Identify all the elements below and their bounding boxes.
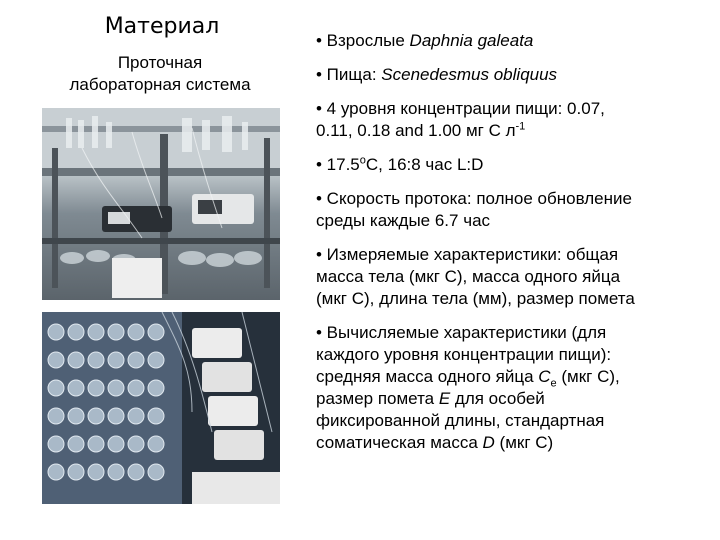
bullet-flow-rate-line-1: • Скорость протока: полное обновление bbox=[316, 189, 632, 208]
bullet-food-levels-sup: -1 bbox=[515, 120, 526, 133]
bullet-measured-line-2: масса тела (мкг С), масса одного яйца bbox=[316, 267, 621, 286]
bullet-adults-prefix: • Взрослые bbox=[316, 31, 410, 50]
bullet-calculated-line-5: фиксированной длины, стандартная bbox=[316, 411, 605, 430]
bullet-calculated-d: D bbox=[482, 433, 495, 452]
bullet-calculated-line-4-suffix: для особей bbox=[450, 389, 545, 408]
lab-system-photo bbox=[42, 108, 280, 300]
subtitle-line-1: Проточная bbox=[117, 53, 203, 72]
bullet-food-species: Scenedesmus obliquus bbox=[381, 65, 558, 84]
bullet-food-levels bbox=[316, 98, 708, 142]
chamber-array-photo bbox=[42, 312, 280, 504]
bullet-calculated-line-6-prefix: соматическая масса bbox=[316, 433, 483, 452]
bullet-calculated-line-3-suffix: (мкг С), bbox=[556, 367, 620, 386]
bullet-food-levels-line-1: • 4 уровня концентрации пищи: 0.07, bbox=[316, 99, 605, 118]
bullet-measured bbox=[316, 244, 708, 310]
bullet-list bbox=[316, 30, 708, 466]
bullet-calculated-line-6-suffix: (мкг С) bbox=[494, 433, 554, 452]
bullet-calculated-line-4 bbox=[316, 388, 708, 410]
bullet-measured-line-3: (мкг С), длина тела (мм), размер помета bbox=[316, 289, 635, 308]
bullet-calculated-ce: C bbox=[538, 367, 551, 386]
bullet-adults bbox=[316, 30, 708, 52]
bullet-food-prefix: • Пища: bbox=[316, 65, 382, 84]
bullet-flow-rate bbox=[316, 188, 708, 232]
subtitle-line-2: лабораторная система bbox=[69, 75, 251, 94]
slide-title: Материал bbox=[104, 14, 220, 39]
bullet-calculated-ce-sub: e bbox=[550, 377, 557, 390]
bullet-temperature bbox=[316, 154, 708, 176]
bullet-calculated-line-3-prefix: средняя масса одного яйца bbox=[316, 367, 539, 386]
bullet-calculated-e: E bbox=[438, 389, 451, 408]
bullet-temperature-suffix: С, 16:8 час L:D bbox=[365, 155, 484, 174]
bullet-temperature-degree: о bbox=[359, 154, 366, 167]
bullet-measured-line-1: • Измеряемые характеристики: общая bbox=[316, 245, 619, 264]
bullet-adults-species: Daphnia galeata bbox=[409, 31, 534, 50]
bullet-flow-rate-line-2: среды каждые 6.7 час bbox=[316, 211, 491, 230]
bullet-calculated-line-3 bbox=[316, 366, 708, 388]
bullet-food-levels-line-2 bbox=[316, 120, 708, 142]
bullet-calculated-line-4-prefix: размер помета bbox=[316, 389, 439, 408]
bullet-calculated bbox=[316, 322, 708, 454]
bullet-temperature-prefix: • 17.5 bbox=[316, 155, 360, 174]
subtitle bbox=[40, 52, 280, 96]
lab-system-photo-art bbox=[42, 108, 280, 300]
bullet-calculated-line-6 bbox=[316, 432, 708, 454]
bullet-food bbox=[316, 64, 708, 86]
bullet-food-levels-line-2-text: 0.11, 0.18 and 1.00 мг С л bbox=[316, 121, 516, 140]
bullet-calculated-line-2: каждого уровня концентрации пищи): bbox=[316, 345, 612, 364]
chamber-array-photo-art bbox=[42, 312, 280, 504]
bullet-calculated-line-1: • Вычисляемые характеристики (для bbox=[316, 323, 607, 342]
